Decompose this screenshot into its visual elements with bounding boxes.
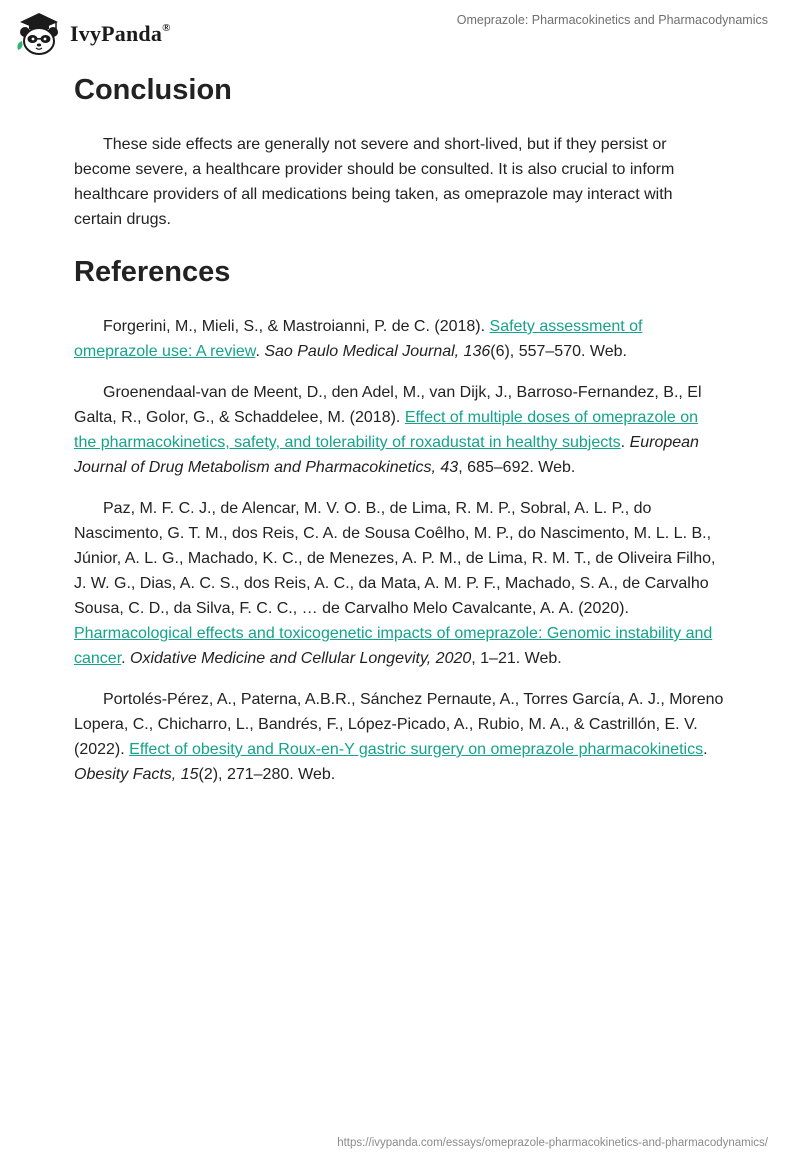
conclusion-paragraph: These side effects are generally not severe and short-lived, but if they persist or become severe, a healthcare provider should be consulted. It is also crucial to inform healthcare providers of all medications being taken, as omeprazole may interact with certain drugs. <box>74 136 675 228</box>
document-title: Omeprazole: Pharmacokinetics and Pharmacodynamics <box>456 13 768 27</box>
reference-item: Paz, M. F. C. J., de Alencar, M. V. O. B., de Lima, R. M. P., Sobral, A. L. P., do Nascimento, G. T. M., dos Reis, C. A. de Sousa Coêlho, M. P., do Nascimento, M. L. L. B., Júnior, A. L. G., Machado, K. C., de Menezes, A. P. M., de Lima, R. M. T., de Oliveira Filho, J. W. G., Dias, A. C. S., dos Reis, A. C., da Mata, A. M. P. F., Machado, S. A., de Carvalho Sousa, C. D., da Silva, F. C. C., … de Carvalho Melo Cavalcante, A. A. (2020). Pharmacological effects and toxicogenetic impacts of omeprazole: Genomic instability and cancer. Oxidative Medicine and Cellular Longevity, 2020, 1–21. Web. <box>74 500 716 667</box>
reference-link[interactable]: Effect of multiple doses of omeprazole on the pharmacokinetics, safety, and tolerability of roxadustat in healthy subjects <box>74 409 699 451</box>
reference-item: Forgerini, M., Mieli, S., & Mastroianni, P. de C. (2018). Safety assessment of omeprazole use: A review. Sao Paulo Medical Journal, 136(6), 557–570. Web. <box>74 318 643 360</box>
conclusion-heading: Conclusion <box>74 74 232 106</box>
reference-item: Portolés-Pérez, A., Paterna, A.B.R., Sánchez Pernaute, A., Torres García, A. J., Moreno Lopera, C., Chicharro, L., Bandrés, F., López-Picado, A., Rubio, M. A., & Castrillón, E. V. (2022). Effect of obesity and Roux-en-Y gastric surgery on omeprazole pharmacokinetics. Obesity Facts, 15(2), 271–280. Web. <box>74 691 724 783</box>
reference-item: Groenendaal-van de Meent, D., den Adel, M., van Dijk, J., Barroso-Fernandez, B., El Galta, R., Golor, G., & Schaddelee, M. (2018). Effect of multiple doses of omeprazole on the pharmacokinetics, safety, and tolerability of roxadustat in healthy subjects. European Journal of Drug Metabolism and Pharmacokinetics, 43, 685–692. Web. <box>74 384 702 476</box>
logo-text: IvyPanda® <box>70 21 171 46</box>
reference-link[interactable]: Effect of obesity and Roux-en-Y gastric surgery on omeprazole pharmacokinetics <box>129 741 704 758</box>
reference-link[interactable]: Safety assessment of omeprazole use: A review <box>74 318 643 360</box>
reference-link[interactable]: Pharmacological effects and toxicogenetic impacts of omeprazole: Genomic instability and cancer <box>74 625 713 667</box>
document-body <box>74 70 724 803</box>
panda-graduate-icon <box>14 10 64 58</box>
footer-url[interactable]: https://ivypanda.com/essays/omeprazole-pharmacokinetics-and-pharmacodynamics/ <box>337 1137 768 1149</box>
ivypanda-logo[interactable] <box>14 10 171 58</box>
references-heading: References <box>74 256 231 288</box>
